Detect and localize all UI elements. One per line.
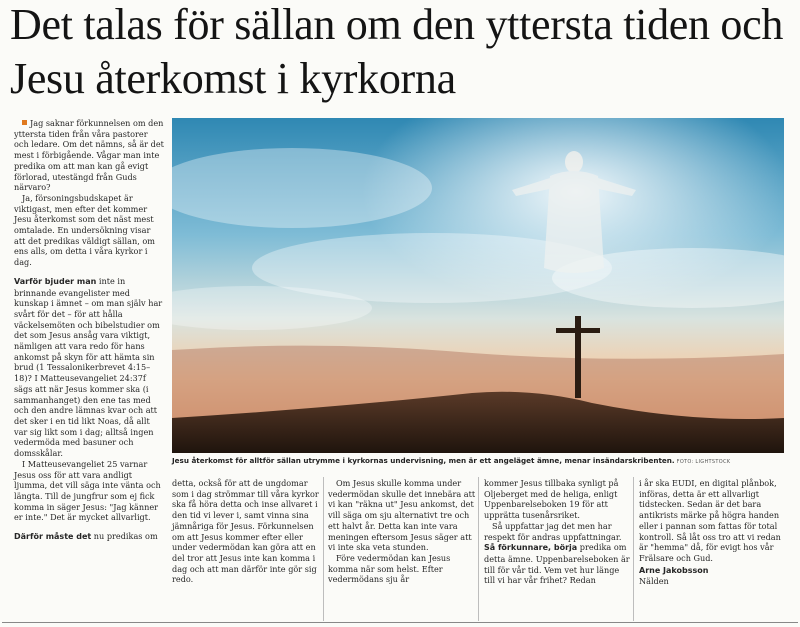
- subhead: Varför bjuder man: [14, 276, 97, 286]
- article-start-marker: [22, 120, 27, 125]
- paragraph: detta, också för att de ungdomar som i dag strömmar till våra kyrkor ska få höra detta och inse allvaret i den tid vi lever i, samt vinna sina jämnåriga för Jesus. Förkunnelsen om att Jesus kommer efter eller under vedermödan kan göra att en del tror att Jesus inte kan komma i dag och att man därför inte gör sig redo.: [172, 478, 319, 585]
- cross-and-jesus-illustration: [172, 118, 784, 453]
- column-divider: [633, 477, 634, 621]
- paragraph: [14, 531, 164, 543]
- photo-credit: FOTO: LIGHTSTOCK: [676, 459, 731, 465]
- paragraph: Före vedermödan kan Jesus komma när som helst. Efter vedermödans sju år: [328, 552, 451, 585]
- column-divider: [323, 477, 324, 621]
- column-5: [639, 478, 785, 587]
- paragraph: [14, 118, 164, 193]
- paragraph: [484, 542, 630, 586]
- column-4: [484, 478, 630, 586]
- author-name: Arne Jakobsson: [639, 565, 709, 575]
- paragraph-text: nu predikas om: [91, 531, 158, 542]
- bottom-rule: [2, 622, 798, 623]
- subhead: Så förkunnare, börja: [484, 543, 578, 553]
- headline: Det talas för sällan om den yttersta tiden och Jesu återkomst i kyrkorna: [10, 0, 784, 103]
- photo-caption: [172, 456, 784, 465]
- paragraph-text: inte in brinnande evangelister med kunskap i ämnet – om man själv har svårt för det – för att hålla väckelsemöten och bibelstudier om det som Jesus ansåg vara viktigt, nämligen att vara redo för hans ankomst på skyn för att hämta sin brud (1 Tessalonikerbrevet 4:15–18)? I Matteusevangeliet 24:37f sägs att när Jesus kommer ska (i sammanhanget) den ene tas med och den andre lämnas kvar och att det sker i en tid likt Noas, då allt var sig likt som i dag; alltså ingen vedermöda med basuner och domsskålar.: [14, 275, 163, 459]
- column-divider: [478, 477, 479, 621]
- article-photo: [172, 118, 784, 453]
- column-3: [328, 478, 476, 585]
- subhead: Därför måste det: [14, 532, 92, 542]
- paragraph: Så uppfattar jag det men har respekt för andras uppfattningar.: [484, 520, 622, 542]
- caption-text: Jesu återkomst för alltför sällan utrymme i kyrkornas undervisning, men är ett angeläget ämne, menar insändarskribenten.: [172, 456, 675, 465]
- column-1: [14, 118, 164, 543]
- paragraph: I Matteusevangeliet 25 varnar Jesus oss för att vara andligt ljumma, det vill säga inte vänta och längta. Till de jungfrur som ej fick komma in säger Jesus: "Jag känner er inte." Det är mycket allvarligt.: [14, 458, 161, 523]
- column-2: [172, 478, 322, 585]
- paragraph: Om Jesus skulle komma under vedermödan skulle det innebära att vi kan "räkna ut" Jesu ankomst, det vill säga om sju alternativt tre och ett halvt år. Detta kan inte vara meningen eftersom Jesus säger att vi inte ska veta stunden.: [328, 478, 476, 553]
- paragraph: i år ska EUDI, en digital plånbok, införas, detta är ett allvarligt tidstecken. Sedan är det bara antikrists märke på högra handen eller i pannan som fattas för total kontroll. Så låt oss tro att vi redan är "hemma" då, för evigt hos vår Frälsare och Gud.: [639, 478, 781, 563]
- paragraph-text: predika om detta ämne. Uppenbarelseboken är till för vår tid. Vem vet hur länge till vi har vår frihet? Redan: [484, 542, 630, 586]
- paragraph-text: Jag saknar förkunnelsen om den yttersta tiden från våra pastorer och ledare. Om det nämns, så är det mest i förbigående. Vågar man inte predika om att man kan gå evigt förlorad, utestängd från Guds närvaro?: [14, 118, 164, 193]
- paragraph: [14, 276, 164, 459]
- paragraph: Ja, försoningsbudskapet är viktigast, men efter det kommer Jesu återkomst som det näst mest omtalade. En undersökning visar att det predikas väldigt sällan, om ens alls, om detta i våra kyrkor i dag.: [14, 192, 155, 268]
- author-location: Nälden: [639, 576, 669, 587]
- paragraph: kommer Jesus tillbaka synligt på Oljeberget med de heliga, enligt Uppenbarelseboken 19 för att upprätta tusenårsriket.: [484, 478, 619, 521]
